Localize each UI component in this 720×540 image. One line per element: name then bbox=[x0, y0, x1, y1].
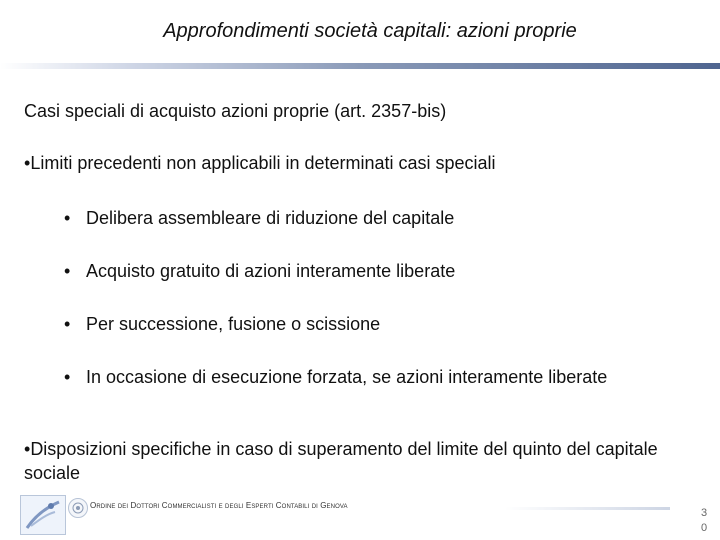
title-divider bbox=[0, 63, 720, 69]
bullet: • bbox=[64, 261, 71, 281]
footer-divider bbox=[505, 507, 670, 510]
sub-item-text: Delibera assembleare di riduzione del capitale bbox=[86, 208, 455, 228]
footer-organization-text: Ordine dei Dottori Commercialisti e degli Esperti Contabili di Genova bbox=[90, 501, 348, 510]
sub-item bbox=[64, 364, 708, 390]
bullet: • bbox=[24, 153, 31, 173]
bullet: • bbox=[24, 439, 31, 459]
sub-item-text: Acquisto gratuito di azioni interamente liberate bbox=[86, 261, 456, 281]
bullet: • bbox=[64, 314, 71, 334]
main-point-1-text: Limiti precedenti non applicabili in determinati casi speciali bbox=[30, 153, 496, 173]
main-point-1 bbox=[24, 151, 694, 175]
slide-subtitle: Casi speciali di acquisto azioni proprie (art. 2357-bis) bbox=[24, 101, 447, 121]
emblem-icon bbox=[68, 498, 88, 518]
bullet: • bbox=[64, 367, 71, 387]
footer bbox=[0, 493, 720, 540]
main-point-2 bbox=[24, 437, 694, 485]
main-point-2-text: Disposizioni specifiche in caso di superamento del limite del quinto del capitale sociale bbox=[24, 439, 658, 483]
page-number-digit: 3 bbox=[700, 507, 708, 519]
page-number-digit: 0 bbox=[700, 522, 708, 534]
slide-title: Approfondimenti società capitali: azioni proprie bbox=[163, 20, 577, 42]
sub-item-text: Per successione, fusione o scissione bbox=[86, 314, 381, 334]
sub-item bbox=[64, 205, 708, 231]
sub-item bbox=[64, 311, 708, 337]
bullet: • bbox=[64, 208, 71, 228]
page-number bbox=[697, 506, 711, 536]
sub-item bbox=[64, 258, 708, 284]
sub-item-text: In occasione di esecuzione forzata, se azioni interamente liberate bbox=[86, 367, 608, 387]
order-logo-icon bbox=[20, 495, 66, 535]
footer-organization bbox=[90, 501, 348, 510]
